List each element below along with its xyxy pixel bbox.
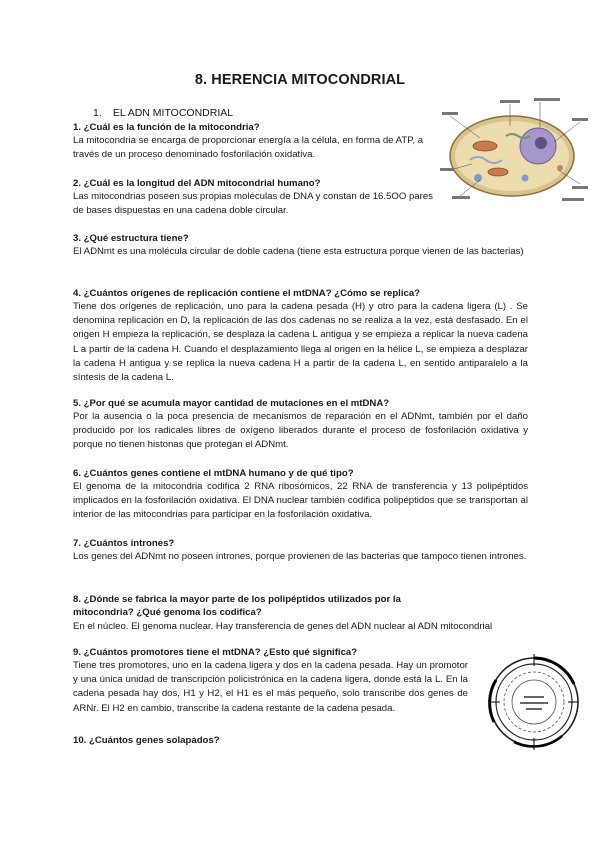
- mtdna-circular-map: [474, 652, 594, 752]
- question-10: 10. ¿Cuántos genes solapados?: [73, 735, 220, 746]
- question-5: 5. ¿Por qué se acumula mayor cantidad de mutaciones en el mtDNA?: [73, 398, 390, 409]
- answer-1: La mitocondria se encarga de proporcionar energía a la célula, en forma de ATP, a través de un proceso denominado fosforilación oxidativa.: [73, 135, 424, 161]
- section-heading: [93, 107, 233, 119]
- answer-9: Tiene tres promotores, uno en la cadena ligera y dos en la cadena pesada. Hay un promotor y una única unidad de transcripción policistrónica en la cadena ligera, donde está la L. En la cadena pesada hay dos, H1 y H2, el H1 es el más pequeño, solo transcribe dos genes de ARNr. El H2 en cambio, transcribe la cadena restante de la cadena pesada.: [73, 660, 468, 714]
- question-4: 4. ¿Cuántos orígenes de replicación contiene el mtDNA? ¿Cómo se replica?: [73, 288, 421, 299]
- question-6: 6. ¿Cuántos genes contiene el mtDNA humano y de qué tipo?: [73, 468, 354, 479]
- answer-6: El genoma de la mitocondria codifica 2 RNA ribosómicos, 22 RNA de transferencia y 13 polipéptidos implicados en la fosforilación oxidativa. El DNA nuclear también codifica polipéptidos que se transportan al interior de las mitocondrias para participar en la fosforilación oxidativa.: [73, 481, 528, 521]
- question-8: 8. ¿Dónde se fabrica la mayor parte de los polipéptidos utilizados por la mitocondria? ¿Qué genoma los codifica?: [73, 594, 401, 618]
- question-9: 9. ¿Cuántos promotores tiene el mtDNA? ¿Esto qué significa?: [73, 647, 358, 658]
- answer-8: En el núcleo. El genoma nuclear. Hay transferencia de genes del ADN nuclear al ADN mitocondrial: [73, 621, 493, 632]
- question-3: 3. ¿Qué estructura tiene?: [73, 233, 189, 244]
- answer-3: El ADNmt es una molécula circular de doble cadena (tiene esta estructura porque vienen de las bacterias): [73, 246, 524, 257]
- animal-cell-illustration: [440, 98, 590, 206]
- answer-4: Tiene dos orígenes de replicación, uno para la cadena pesada (H) y otro para la cadena ligera (L) . Se denomina replicación en D, la replicación de las dos cadenas no se realiza a la vez, está desfasado. En el origen H empieza la replicación, se desplaza la cadena L antigua y se empieza a replicar la nueva cadena L a partir de la cadena H. Cuando el desplazamiento llega al origen en la hélice L, se empieza a desplazar la cadena H antigua y se replica la nueva cadena H a partir de la cadena L, en sentido antiparalelo a la síntesis de la cadena L.: [73, 301, 528, 384]
- page-title: 8. HERENCIA MITOCONDRIAL: [194, 72, 406, 88]
- question-2: 2. ¿Cuál es la longitud del ADN mitocondrial humano?: [73, 178, 321, 189]
- section-label: EL ADN MITOCONDRIAL: [112, 107, 234, 119]
- answer-2: Las mitocondrias poseen sus propias moléculas de DNA y constan de 16.5OO pares de bases dispuestas en una cadena doble circular.: [73, 191, 433, 217]
- section-number: 1.: [93, 107, 102, 119]
- answer-5: Por la ausencia o la poca presencia de mecanismos de reparación en el ADNmt, también por el daño producido por los radicales libres de oxígeno liberados durante el proceso de fosforilación oxidativa y porque no tienen histonas que protegan el ADNmt.: [73, 411, 528, 451]
- answer-7: Los genes del ADNmt no poseen intrones, porque provienen de las bacterias que tampoco tienen intrones.: [73, 551, 527, 562]
- question-7: 7. ¿Cuántos intrones?: [73, 538, 175, 549]
- question-1: 1. ¿Cuál es la función de la mitocondria?: [73, 122, 260, 133]
